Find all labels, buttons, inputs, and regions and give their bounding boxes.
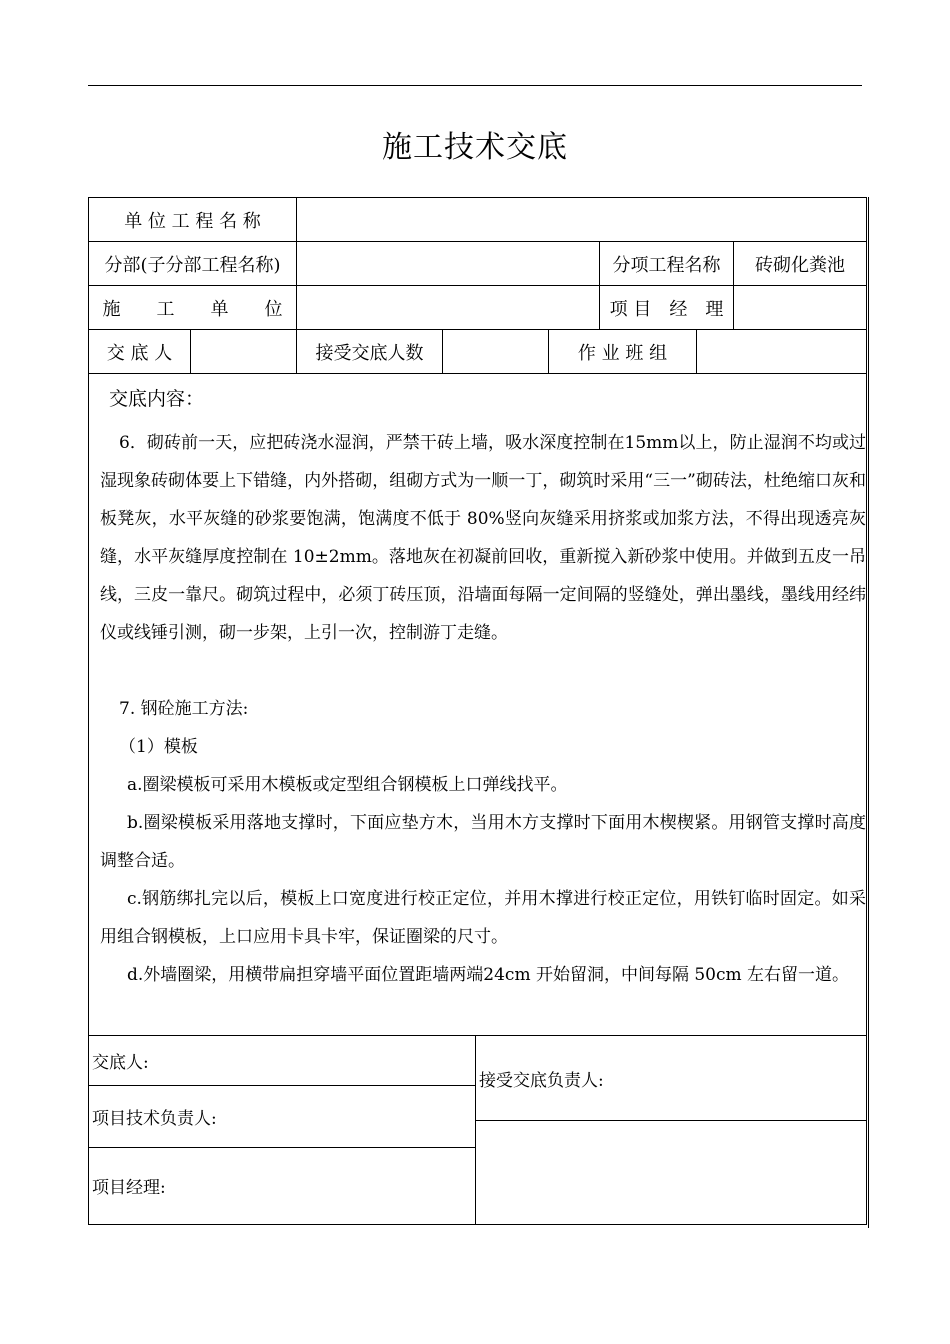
row-constructor bbox=[89, 286, 866, 330]
discloser-value[interactable] bbox=[191, 330, 296, 373]
receivers-label: 接受交底人数 bbox=[315, 342, 424, 364]
row-unit-project bbox=[89, 198, 866, 242]
paragraph-d: d.外墙圈梁，用横带扁担穿墙平面位置距墙两端24cm 开始留洞，中间每隔 50cm 左右留一道。 bbox=[127, 965, 850, 985]
content-heading: 交底内容： bbox=[109, 388, 205, 410]
receiver-lead-sign-label: 接受交底负责人: bbox=[479, 1070, 604, 1091]
division-value[interactable] bbox=[297, 242, 599, 285]
disclosure-form bbox=[88, 197, 867, 1225]
unit-project-label: 单 位 工 程 名 称 bbox=[124, 210, 261, 232]
manager-value[interactable] bbox=[734, 286, 866, 329]
paragraph-6: 6．砌砖前一天，应把砖浇水湿润，严禁干砖上墙，吸水深度控制在15mm以上，防止湿润不均或过湿现象砖砌体要上下错缝，内外搭砌，组砌方式为一顺一丁，砌筑时采用“三一”砌砖法，杜绝缩口灰和板凳灰，水平灰缝的砂浆要饱满，饱满度不低于 80%竖向灰缝采用挤浆或加浆方法，不得出现透亮灰缝，水平灰缝厚度控制在 10±2mm。落地灰在初凝前回收，重新搅入新砂浆中使用。并做到五皮一吊线，三皮一靠尺。砌筑过程中，必须丁砖压顶，沿墙面每隔一定间隔的竖缝处，弹出墨线，墨线用经纬仪或线锤引测，砌一步架，上引一次，控制游丁走缝。 bbox=[100, 433, 866, 643]
discloser-label: 交 底 人 bbox=[106, 342, 173, 364]
constructor-label: 施 工 单 位 bbox=[102, 298, 283, 320]
item-label: 分项工程名称 bbox=[612, 254, 721, 276]
team-label: 作 业 班 组 bbox=[577, 342, 668, 364]
project-manager-sign-label: 项目经理: bbox=[92, 1178, 166, 1198]
item-value: 砖砌化粪池 bbox=[755, 254, 845, 276]
paragraph-c: c.钢筋绑扎完以后，模板上口宽度进行校正定位，并用木撑进行校正定位，用铁钉临时固定。如采用组合钢模板，上口应用卡具卡牢，保证圈梁的尺寸。 bbox=[100, 889, 866, 947]
receivers-value[interactable] bbox=[443, 330, 548, 373]
top-rule bbox=[88, 85, 862, 86]
page-title: 施工技术交底 bbox=[382, 130, 568, 165]
division-label: 分部(子分部工程名称) bbox=[104, 254, 281, 276]
frame-right-edge bbox=[868, 197, 869, 1228]
paragraph-7-1: （1）模板 bbox=[119, 737, 198, 757]
manager-label: 项 目 经 理 bbox=[609, 298, 724, 320]
signature-area bbox=[89, 1036, 866, 1224]
row-discloser bbox=[89, 330, 866, 374]
team-value[interactable] bbox=[697, 330, 866, 373]
disclosure-content bbox=[89, 374, 866, 1036]
paragraph-7: 7. 钢砼施工方法: bbox=[119, 699, 249, 719]
discloser-sign-label: 交底人: bbox=[92, 1053, 149, 1073]
paragraph-a: a.圈梁模板可采用木模板或定型组合钢模板上口弹线找平。 bbox=[127, 775, 568, 795]
constructor-value[interactable] bbox=[297, 286, 599, 329]
tech-lead-sign-label: 项目技术负责人: bbox=[92, 1108, 217, 1129]
row-division bbox=[89, 242, 866, 286]
paragraph-b: b.圈梁模板采用落地支撑时，下面应垫方木，当用木方支撑时下面用木楔楔紧。用钢管支撑时高度调整合适。 bbox=[100, 813, 866, 871]
unit-project-value[interactable] bbox=[297, 198, 866, 241]
